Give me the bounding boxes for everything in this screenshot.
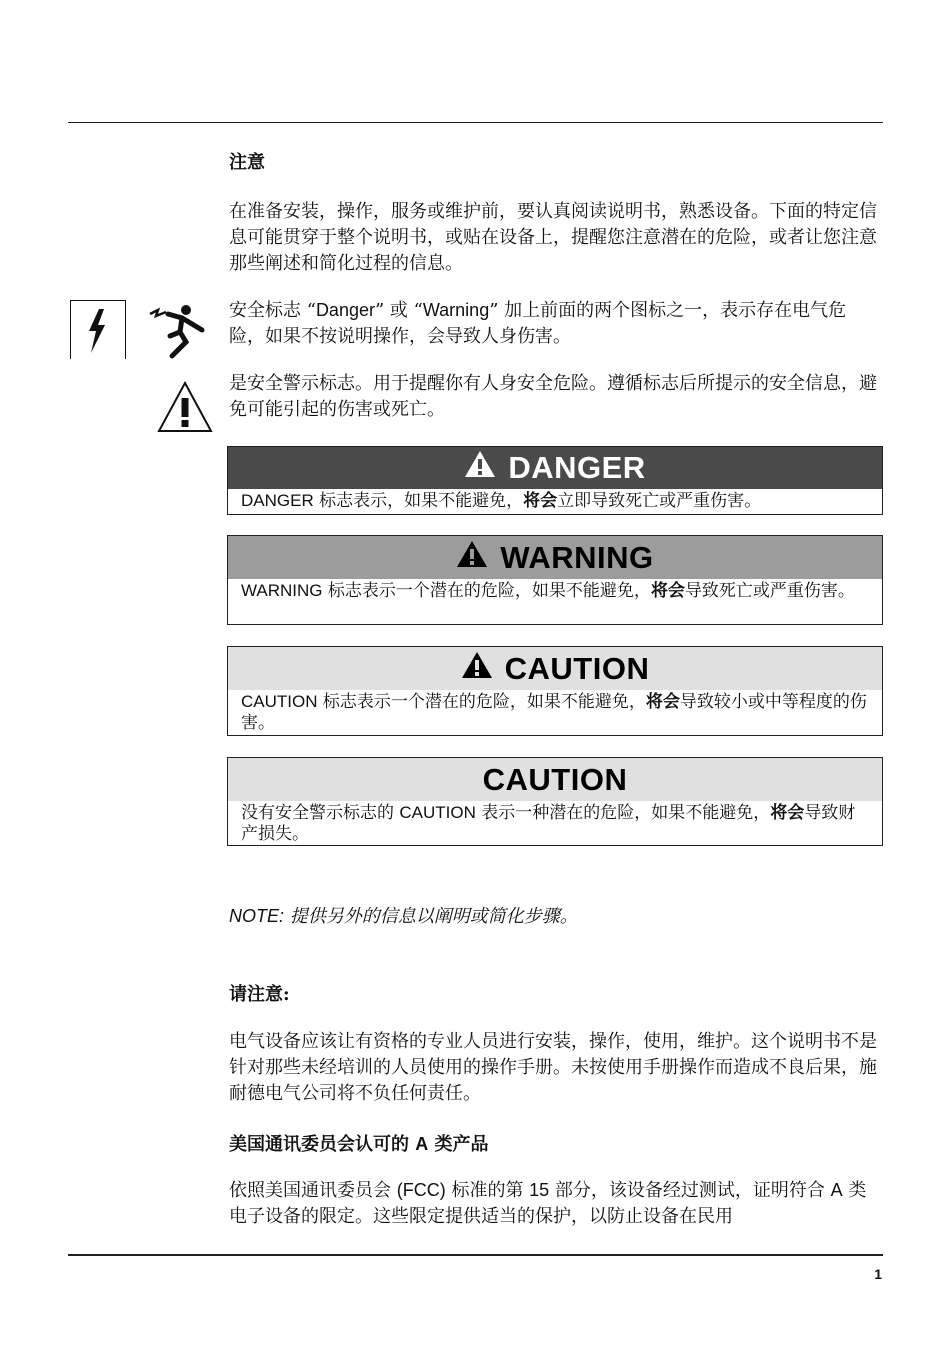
electrical-hazard-paragraph: 安全标志 “Danger” 或 “Warning” 加上前面的两个图标之一，表示存在电气危险，如果不按说明操作，会导致人身伤害。 [229,300,847,347]
warning-box [227,535,883,625]
warning-triangle-icon [456,540,488,576]
caution-property-header [228,758,882,801]
caution-header [228,647,882,690]
note-text: 提供另外的信息以阐明或简化步骤。 [284,906,578,927]
caution-title: CAUTION [504,650,650,686]
electric-hazard-icon [70,300,126,359]
caution-description: CAUTION 标志表示一个潜在的危险，如果不能避免，将会导致较小或中等程度的伤害。 [241,692,867,733]
intro-paragraph: 在准备安装，操作，服务或维护前，要认真阅读说明书，熟悉设备。下面的特定信息可能贯穿于整个说明书，或贴在设备上，提醒您注意潜在的危险，或者让您注意那些阐述和简化过程的信息。 [229,201,877,274]
warning-triangle-icon [461,651,493,687]
footer-rule [68,1254,883,1256]
caution-property-description: 没有安全警示标志的 CAUTION 表示一种潜在的危险，如果不能避免，将会导致财产损失。 [241,803,856,844]
warning-triangle-icon [464,450,496,486]
section-title-attention: 注意 [229,152,265,173]
page-number: 1 [874,1266,882,1282]
warning-header [228,536,882,579]
please-note-paragraph: 电气设备应该让有资格的专业人员进行安装，操作，使用，维护。这个说明书不是针对那些未经培训的人员使用的操作手册。未按使用手册操作而造成不良后果，施耐德电气公司将不负任何责任。 [229,1031,877,1104]
warning-description: WARNING 标志表示一个潜在的危险，如果不能避免，将会导致死亡或严重伤害。 [241,581,855,601]
fcc-paragraph: 依照美国通讯委员会 (FCC) 标准的第 15 部分，该设备经过测试，证明符合 A 类电子设备的限定。这些限定提供适当的保护，以防止设备在民用 [229,1180,867,1227]
note-label: NOTE: [229,906,285,926]
please-note-title: 请注意: [229,984,290,1005]
danger-header [228,447,882,489]
danger-description: DANGER 标志表示，如果不能避免，将会立即导致死亡或严重伤害。 [241,491,762,511]
fcc-title: 美国通讯委员会认可的 A 类产品 [229,1134,489,1155]
safety-alert-triangle-icon [156,380,214,438]
header-rule [68,122,883,123]
danger-box [227,446,883,515]
note-line [229,902,578,928]
safety-alert-paragraph: 是安全警示标志。用于提醒你有人身安全危险。遵循标志后所提示的安全信息，避免可能引起的伤害或死亡。 [229,373,877,420]
caution-box [227,646,883,736]
danger-title: DANGER [508,450,646,485]
warning-title: WARNING [500,539,654,575]
caution-property-box [227,757,883,846]
caution-property-title: CAUTION [482,761,628,797]
electrocution-person-icon [146,300,208,364]
